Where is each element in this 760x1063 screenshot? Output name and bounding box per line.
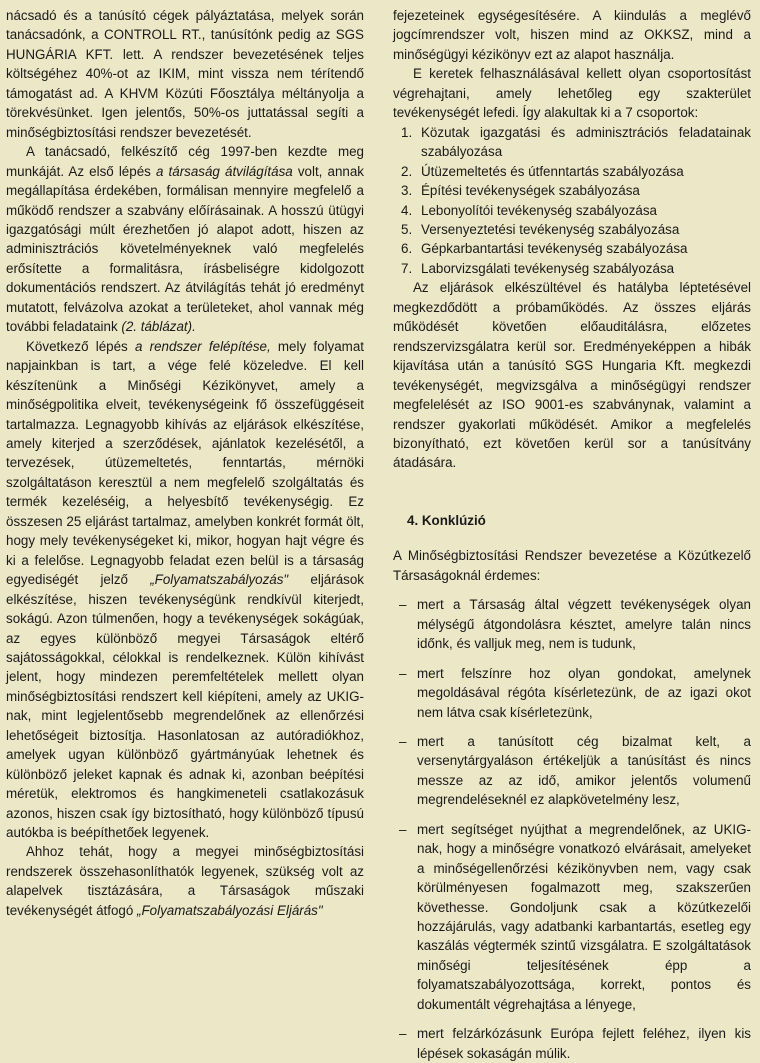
- list-item: [393, 820, 751, 1015]
- list-text: mert a tanúsított cég bizalmat kelt, a versenytárgyaláson értékeljük a tanúsítást és nincs messze az az idő, amikor jelentős volumenű megrendeléseknél ez alapkövetelmény lesz,: [417, 733, 751, 808]
- dash-bullet: –: [399, 665, 407, 681]
- group-list: [393, 123, 751, 279]
- list-item: [393, 201, 751, 220]
- italic-text: a rendszer felépítése,: [134, 338, 271, 354]
- paragraph: [6, 337, 364, 843]
- list-item: [393, 664, 751, 722]
- list-item: [393, 259, 751, 278]
- list-text: mert a Társaság által végzett tevékenységek olyan mélységű átgondolásra késztet, amelyre talán nincs időnk, és valljuk meg, nem is tudunk,: [417, 597, 751, 652]
- paragraph: nácsadó és a tanúsító cégek pályáztatása, melyek során tanácsadónk, a CONTROLL RT., tanúsítónk pedig az SGS HUNGÁRIA KFT. lett. A rendszer bevezetésének teljes költségéhez 40%-ot az IKIM, mint vissza nem térítendő támogatást ad. A KHVM Közúti Főosztálya méltányolja a törekvésünket. Igen jelentős, 50%-os juttatással segíti a minőségbiztosítási rendszer bevezetését.: [6, 8, 364, 140]
- dash-bullet: –: [399, 1026, 407, 1042]
- list-text: Útüzemeltetés és útfenntartás szabályozása: [421, 163, 684, 179]
- italic-text: „Folyamatszabályozás": [150, 572, 289, 588]
- italic-text: „Folyamatszabályozási Eljárás": [137, 902, 323, 918]
- paragraph: fejezeteinek egységesítésére. A kiindulás a meglévő jogcímrendszer volt, hiszen mind az OKKSZ, mind a minőségügyi kézikönyv ezt az alapot használja.: [393, 8, 751, 62]
- list-item: [393, 1024, 751, 1063]
- text-span: Következő lépés: [26, 338, 135, 354]
- list-item: [393, 181, 751, 200]
- list-number: 6.: [401, 241, 413, 257]
- section-heading: 4. Konklúzió: [407, 512, 486, 528]
- list-text: Gépkarbantartási tevékenység szabályozása: [421, 241, 688, 257]
- list-item: [393, 239, 751, 258]
- list-text: Versenyeztetési tevékenység szabályozása: [421, 221, 680, 237]
- list-item: [393, 220, 751, 239]
- list-number: 4.: [401, 202, 413, 218]
- list-text: Laborvizsgálati tevékenység szabályozása: [421, 260, 675, 276]
- list-number: 2.: [401, 163, 413, 179]
- text-span: eljárások elkészítése, hiszen tevékenységünk rendkívül kiterjedt, sokágú. Azon túlmenően, hogy a tevékenységek sokágúak, az egyes különböző megyei Társaságok eltérő sajátosságokkal, célokkal is rendelkeznek. Külön kihívást jelent, hogy mindezen peremfeltételek mellett olyan minőségbiztosítási rendszert kell kiépíteni, amely az UKIG-nak, mint legjelentősebb megrendelőnek az ellenőrzési lehetőségeit biztosítja. Hasonlatosan az autóradiókhoz, amelyek ugyan különböző gyártmányúak lehetnek és különböző jeleket kapnak és adnak ki, azonban beépítési méretük, elektromos és hangkimeneteli csatlakozásuk azonos, hiszen csak így biztosítható, hogy különböző típusú autókba is beépíthetőek legyenek.: [6, 572, 365, 841]
- italic-text: (2. táblázat).: [121, 319, 196, 335]
- list-text: Építési tevékenységek szabályozása: [421, 183, 640, 199]
- list-number: 3.: [401, 183, 413, 199]
- list-item: [393, 595, 751, 653]
- text-span: mely folyamat napjainkban is tart, a vége felé közeledve. El kell készítenünk a Minőségi Kézikönyvet, amely a minőségpolitika elveit, tevékenységeink fő összefüggéseit tartalmazza. Legnagyobb kihívás az eljárások elkészítése, amely kiterjed a szerződések, ajánlatok kezelésétől, a tervezések, útüzemeltetés, fenntartás, mérnöki szolgáltatáson keresztül a nem megfelelő szolgáltatás és termék kezeléséig, a helyesbítő tevékenységig. Ez összesen 25 eljárást tartalmaz, amelyben konkrét formát ölt, hogy mely tevékenységeket ki, mikor, hogyan hajt végre és ki a felelőse. Legnagyobb feladat ezen belül is a társaság egyediségét jelző: [6, 338, 364, 588]
- dash-bullet: –: [399, 821, 407, 837]
- left-column: [6, 6, 364, 920]
- conclusion-list: [393, 595, 751, 1063]
- list-text: mert felszínre hoz olyan gondokat, amelynek megoldásával régóta kísérletezünk, de az igazi okot nem látva csak kísérletezünk,: [417, 665, 751, 720]
- italic-text: a társaság átvilágítása: [155, 163, 293, 179]
- text-span: A tanácsadó, felkészítő cég 1997-ben kezdte meg munkáját. Az első lépés: [6, 144, 364, 179]
- list-text: Lebonyolítói tevékenység szabályozása: [421, 202, 657, 218]
- list-number: 7.: [401, 260, 413, 276]
- paragraph: E keretek felhasználásával kellett olyan csoportosítást végrehajtani, amely lehetőleg egy szakterület tevékenységét lefedi. Így alakultak ki a 7 csoportok:: [393, 66, 751, 121]
- paragraph: [6, 842, 364, 920]
- list-item: [393, 162, 751, 181]
- text-span: Ahhoz tehát, hogy a megyei minőségbiztosítási rendszerek összehasonlíthatók legyenek, szükség volt az alapelvek tisztázására, a Társaságok műszaki tevékenységét átfogó: [6, 844, 364, 918]
- text-span: volt, annak megállapítása érdekében, formálisan mennyire megfelelő a működő rendszer a szabvány előírásainak. A hosszú ütügyi igazgatósági múlt érezhetően jó alapot adott, hiszen az adminisztrációs követelményeknek való megfelelés erősítette a formalitásra, írásbeliségre kidolgozott dokumentációs rendszert. Az átvilágítás tehát jó eredményt mutatott, felvázolva azokat a területeket, ahol vannak még további feladataink: [6, 163, 364, 335]
- lead-paragraph: A Minőségbiztosítási Rendszer bevezetése a Közútkezelő Társaságoknál érdemes:: [393, 548, 751, 583]
- list-item: [393, 732, 751, 810]
- list-number: 1.: [401, 124, 413, 140]
- dash-bullet: –: [399, 597, 407, 613]
- dash-bullet: –: [399, 733, 407, 749]
- list-item: [393, 123, 751, 162]
- list-text: mert felzárkózásunk Európa fejlett feléhez, ilyen kis lépések sokaságán múlik.: [417, 1026, 751, 1061]
- list-text: Közutak igazgatási és adminisztrációs feladatainak szabályozása: [421, 124, 751, 160]
- paragraph: [6, 142, 364, 337]
- list-number: 5.: [401, 221, 413, 237]
- paragraph: Az eljárások elkészültével és hatályba léptetésével megkezdődött a próbaműködés. Az összes eljárás működését követően előauditálásra, előzetes rendszervizsgálatra kerül sor. Eredményeképpen a hibák kijavítása után a tanúsító SGS Hungaria Kft. megkezdi tevékenységét, megvizsgálva a minőségügyi rendszer megfelelését az ISO 9001-es szabványnak, valamint a rendszer gyakorlati működését. Amikor a megfelelés bizonyítható, ezt követően kerül sor a tanúsítvány átadására.: [393, 280, 751, 471]
- list-text: mert segítséget nyújthat a megrendelőnek, az UKIG-nak, hogy a minőségre vonatkozó elvárásait, amelyeket a minőségellenőrzési kézikönyvben nem, vagy csak körülményesen fogalmazott meg, szakszerűen követhesse. Gondoljunk csak a közútkezelői hozzájárulás, vagy adatbanki karbantartás, esetleg egy kaszálás végtermék szintű vizsgálatra. E szolgáltatások minőségi teljesítésének épp a folyamatszabályozottsága, korrekt, pontos és dokumentált végrehajtása a lényege,: [417, 821, 751, 1012]
- right-column: [393, 6, 751, 1063]
